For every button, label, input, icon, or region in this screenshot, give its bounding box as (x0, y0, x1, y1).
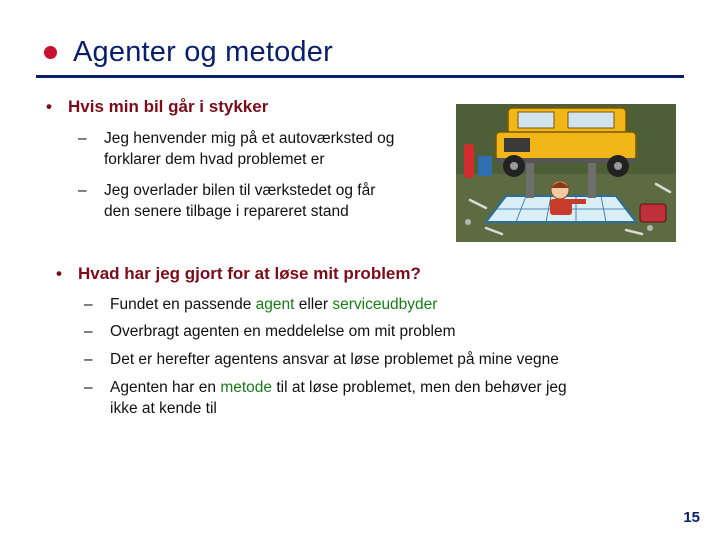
car-hubcap-left (510, 162, 518, 170)
fire-extinguisher (464, 144, 474, 178)
section2-item-3-text: Det er herefter agentens ansvar at løse problemet på mine vegne (110, 351, 559, 368)
dash-icon: – (84, 296, 93, 313)
oil-can (478, 156, 492, 176)
section2-item-4-text-a: Agenten har en (110, 379, 221, 396)
section1-item-1-line1: Jeg henvender mig på et autoværksted og (104, 130, 395, 147)
section2-item-3 (84, 349, 559, 370)
bullet-icon: • (46, 97, 52, 116)
section1-item-1-line2: forklarer dem hvad problemet er (104, 151, 325, 168)
mechanic-arm (570, 199, 586, 204)
highlight-metode: metode (220, 379, 273, 396)
page-title: Agenter og metoder (73, 35, 333, 68)
section2-item-4 (84, 377, 567, 419)
lift-post-left (526, 162, 534, 198)
section2-item-1 (84, 294, 437, 315)
lift-post-right (588, 162, 596, 198)
car-mechanic-illustration (456, 104, 676, 242)
section2-item-2 (84, 321, 456, 342)
section1-item-1 (78, 128, 394, 170)
section1-item-2 (78, 180, 375, 222)
section2-item-4-line2: ikke at kende til (110, 400, 217, 417)
dash-icon: – (78, 130, 87, 147)
car-hubcap-right (614, 162, 622, 170)
dash-icon: – (84, 323, 93, 340)
section2-item-1-text-a: Fundet en passende (110, 296, 256, 313)
section1-heading (46, 97, 268, 117)
tool-case (640, 204, 666, 222)
highlight-serviceudbyder: serviceudbyder (332, 296, 438, 313)
bullet-icon: • (56, 264, 62, 283)
mechanic-body (550, 199, 572, 215)
dash-icon: – (84, 379, 93, 396)
bolt (465, 219, 471, 225)
dash-icon: – (78, 182, 87, 199)
highlight-agent: agent (255, 296, 295, 313)
bolt (647, 225, 653, 231)
title-underline (36, 75, 684, 78)
title-bullet-dot (44, 46, 57, 59)
section1-heading-text: Hvis min bil går i stykker (68, 97, 269, 116)
title-row (44, 28, 333, 76)
page-number: 15 (683, 509, 700, 526)
car-grille (504, 138, 530, 152)
section1-item-2-line2: den senere tilbage i repareret stand (104, 203, 349, 220)
section2-item-2-text: Overbragt agenten en meddelelse om mit problem (110, 323, 456, 340)
section2-item-4-text-b: til at løse problemet, men den behøver jeg (272, 379, 567, 396)
car-window-left (518, 112, 554, 128)
section1-item-2-line1: Jeg overlader bilen til værkstedet og får (104, 182, 376, 199)
car-window-right (568, 112, 614, 128)
dash-icon: – (84, 351, 93, 368)
section2-heading (56, 264, 421, 284)
section2-item-1-text-b: eller (294, 296, 333, 313)
section2-heading-text: Hvad har jeg gjort for at løse mit problem? (78, 264, 421, 283)
